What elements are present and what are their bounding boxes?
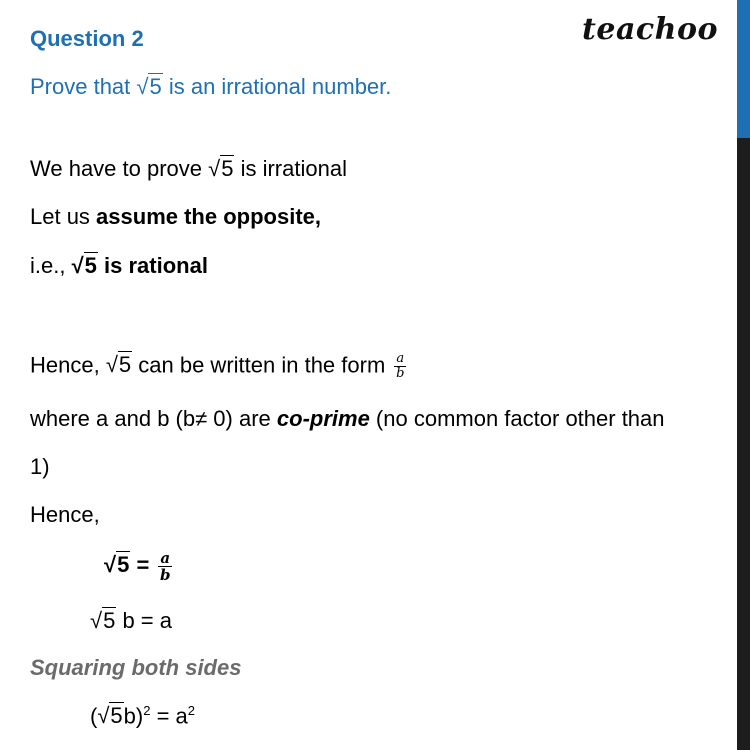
prompt-pre: Prove that (30, 74, 137, 99)
sqrt-5: √5 (71, 253, 97, 278)
fraction-a-over-b: $\frac{a}{b}$ (396, 351, 405, 381)
sqrt-5: √5 (136, 74, 162, 99)
equation-sqrt5-b-equals-a: √5 b = a (90, 608, 172, 633)
sqrt-5: √5 (104, 552, 130, 578)
prompt-post: is an irrational number. (162, 74, 392, 99)
sqrt-5: √5 (97, 703, 123, 729)
proof-line-1: We have to prove √5 is irrational (30, 156, 347, 181)
proof-line-5: where a and b (b≠ 0) are co-prime (no common factor other than (30, 406, 665, 431)
question-title: Question 2 (30, 26, 144, 51)
sqrt-5: √5 (208, 156, 234, 181)
fraction-a-over-b: $\frac{a}{b}$ (160, 549, 171, 584)
sqrt-5: √5 (105, 352, 132, 378)
question-prompt (30, 74, 391, 100)
equation-squared: $(√5b)^2 = a^2$ (90, 703, 195, 729)
sqrt-5: √5 (90, 608, 116, 633)
teachoo-logo: teachoo (582, 12, 718, 47)
proof-line-2: Let us assume the opposite, (30, 204, 321, 229)
proof-line-3: i.e., √5 is rational (30, 253, 208, 278)
squaring-both-sides: Squaring both sides (30, 655, 242, 680)
proof-line-7: Hence, (30, 502, 100, 527)
proof-line-4: Hence, √5 can be written in the form $\frac{a}{b}$ (30, 351, 405, 381)
equation-sqrt5-equals-a-over-b: √5 = $\frac{a}{b}$ (104, 549, 171, 584)
scrollbar-thumb[interactable] (737, 0, 750, 138)
proof-line-6: 1) (30, 454, 50, 479)
